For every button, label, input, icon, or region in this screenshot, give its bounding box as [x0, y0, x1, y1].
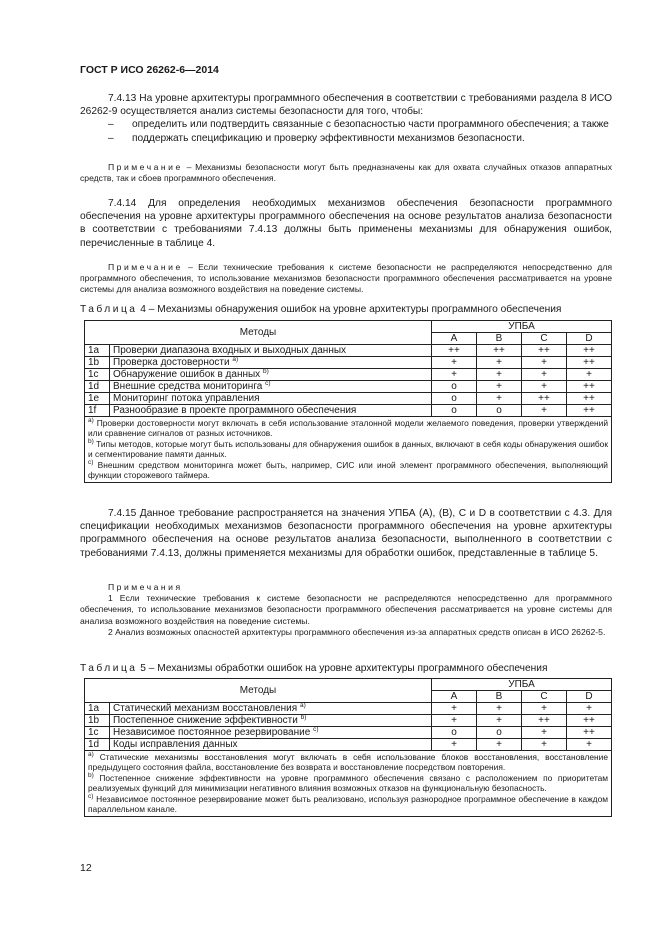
table-5-caption: Таблица 5 – Механизмы обработки ошибок на уровне архитектуры программного обеспечения [80, 663, 548, 674]
table-row: 1c Обнаружение ошибок в данных $^{b)}$ + + + + [85, 369, 612, 381]
table-row: 1a Проверки диапазона входных и выходных данных ++ ++ ++ ++ [85, 345, 612, 357]
table-row: 1b Проверка достоверности $^{a)}$ + + + ++ [85, 357, 612, 369]
section-7-4-13 [80, 92, 612, 145]
note-2: 2 Анализ возможных опасностей архитектуры программного обеспечения из-за аппаратных средств описан в ИСО 26262-5. [108, 626, 606, 637]
level-header: B [477, 691, 522, 703]
table-row: 1f Разнообразие в проекте программного обеспечения o o + ++ [85, 405, 612, 417]
table-row: 1a Статический механизм восстановления $^{a)}$ + + + + [85, 703, 612, 715]
table-4-footnotes [85, 417, 612, 483]
level-header: A [432, 691, 477, 703]
footnote: $^{a)}$ Проверки достоверности могут включать в себя использование эталонной модели желаемого поведения, проверки утверждений или сравнение сигналов от разных источников. [88, 417, 608, 439]
asil-header: УПБА [432, 321, 612, 333]
note-7-4-14: Примечание – Если технические требования к системе безопасности не распределяются непосредственно для программного обеспечения, то использование механизмов безопасности программного обеспечения рассматривается на уровне системы для анализа возможного воздействия на поведение системы. [80, 262, 612, 295]
section-7-4-15: 7.4.15 Данное требование распространяется на значения УПБА (A), (B), C и D в соответствии с 4.3. Для спецификации необходимых механизмов безопасности программного обеспечения на уровне архитектуры программного обеспечения на основе результатов анализа безопасности, выполненного в соответствии с требованиями 7.4.13, должны применяется механизмы для обработки ошибок, представленные в таблице 5. [80, 508, 612, 559]
level-header: A [432, 333, 477, 345]
footnote: $^{b)}$ Типы методов, которые могут быть использованы для обнаружения ошибок в данных, включают в себя коды обнаружения ошибок и сегментирование памяти данных. [88, 437, 608, 460]
table-row: 1b Постепенное снижение эффективности $^{b)}$ + + ++ ++ [85, 715, 612, 727]
table-row: 1d Коды исправления данных + + + + [85, 739, 612, 751]
table-4 [84, 320, 612, 483]
methods-header: Методы [85, 679, 432, 703]
table-row: 1e Мониторинг потока управления o + ++ ++ [85, 393, 612, 405]
page-number: 12 [80, 862, 92, 874]
level-header: C [522, 333, 567, 345]
table-4-caption: Таблица 4 – Механизмы обнаружения ошибок на уровне архитектуры программного обеспечения [80, 304, 562, 315]
footnote: $^{c)}$ Независимое постоянное резервирование может быть реализовано, используя разнородное программное обеспечение в каждом параллельном канале. [88, 792, 608, 815]
list-item: – определить или подтвердить связанные с безопасностью части программного обеспечения; а также [108, 119, 609, 131]
level-header: D [567, 691, 612, 703]
level-header: B [477, 333, 522, 345]
table-row: 1d Внешние средства мониторинга $^{c)}$ o + + ++ [85, 381, 612, 393]
methods-header: Методы [85, 321, 432, 345]
section-7-4-13-intro: 7.4.13 На уровне архитектуры программного обеспечения в соответствии с требованиями раздела 8 ИСО 26262-9 осуществляется анализ системы безопасности для того, чтобы: [80, 93, 612, 118]
footnote: $^{b)}$ Постепенное снижение эффективности на уровне программного обеспечения связано с расположением по приоритетам реализуемых функций для минимизации негативного влияния возможных отказов на функциональную безопасность. [88, 771, 608, 794]
section-7-4-14: 7.4.14 Для определения необходимых механизмов обеспечения безопасности программного обеспечения на уровне архитектуры программного обеспечения на основе результатов анализа безопасности в соответствии с требованиями 7.4.13 должны быть применены механизмы для обнаружения ошибок, перечисленные в таблице 4. [80, 198, 612, 249]
standard-header: ГОСТ Р ИСО 26262-6—2014 [80, 64, 219, 76]
note-7-4-13: Примечание – Механизмы безопасности могут быть предназначены как для охвата случайных отказов аппаратных средств, так и сбоев программного обеспечения. [80, 162, 612, 184]
table-row: 1c Независимое постоянное резервирование $^{c)}$ o o + ++ [85, 727, 612, 739]
footnote: $^{c)}$ Внешним средством мониторинга может быть, например, СИС или иной элемент программного обеспечения, выполняющий функции сторожевого таймера. [88, 458, 608, 481]
notes-7-4-15: Примечания 1 Если технические требования к системе безопасности не распределяются непосредственно для программного обеспечения, то использование механизмов безопасности программного обеспечения рассматривается на уровне системы для анализа возможного воздействия на поведение системы. 2 Анализ возможных опасностей архитектуры программного обеспечения из-за аппаратных средств описан в ИСО 26262-5. [80, 582, 612, 637]
list-item: – поддержать спецификацию и проверку эффективности механизмов безопасности. [108, 132, 525, 144]
asil-header: УПБА [432, 679, 612, 691]
note-1: 1 Если технические требования к системе безопасности не распределяются непосредственно для программного обеспечения, то использование механизмов безопасности программного обеспечения рассматривается на уровне системы для анализа возможного воздействия на поведение системы. [80, 593, 612, 626]
level-header: C [522, 691, 567, 703]
footnote: $^{a)}$ Статические механизмы восстановления могут включать в себя использование блоков восстановления, восстановление предыдущего состояния файла, восстановление без возврата и восстановление посредством повторения. [88, 751, 608, 773]
level-header: D [567, 333, 612, 345]
table-5-footnotes [85, 751, 612, 817]
table-5 [84, 678, 612, 817]
